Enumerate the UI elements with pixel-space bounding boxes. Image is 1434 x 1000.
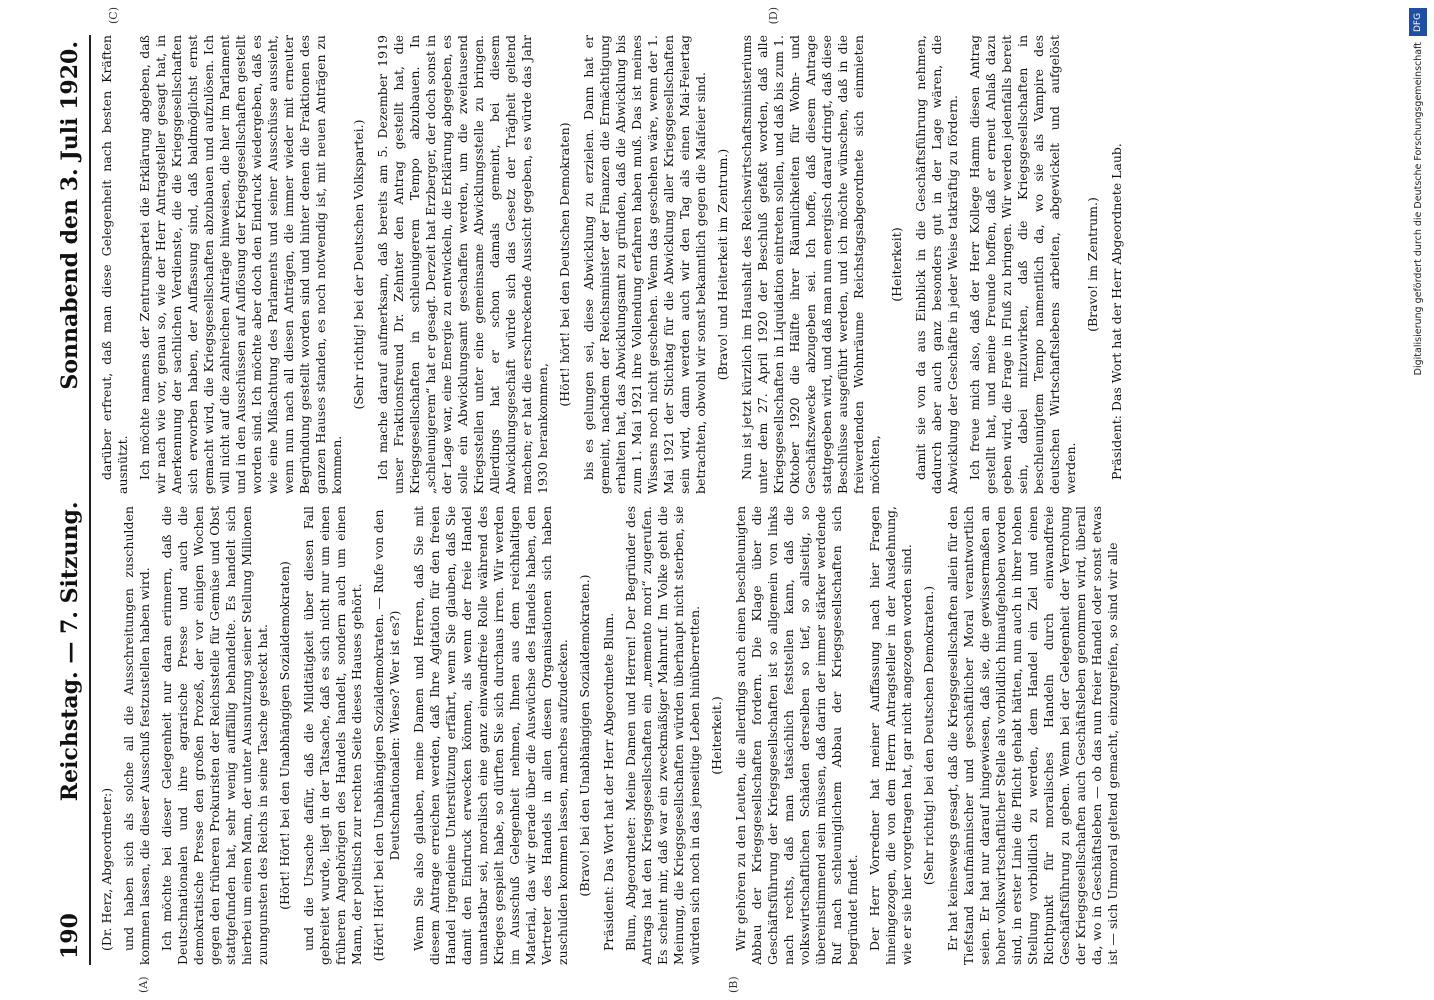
text-columns: [99, 35, 1387, 965]
dfg-credit: [1408, 8, 1428, 988]
paragraph: Ich möchte bei dieser Gelegenheit nur daran erinnern, daß die Deutschnationalen und ihre agrarische Presse und auch die demokratische Presse den großen Prozeß, der vor einigen Wochen gegen den früheren Prokuristen der Reichsstelle für Gemüse und Obst stattgefunden hat, sehr wenig auffällig behandelte. Es handelt sich hierbei um einen Mann, der unter Ausnutzung seiner Stellung Millionen zuungunsten des Reichs in seine Tasche gesteckt hat.: [159, 506, 270, 965]
paragraph: Präsident: Das Wort hat der Herr Abgeordnete Blum.: [601, 612, 616, 951]
session-date: Sonnabend den 3. Juli 1920.: [57, 41, 83, 390]
right-column: [99, 35, 1387, 494]
interjection: (Hört! Hört! bei den Unabhängigen Sozialdemokraten. — Rufe von den Deutschnationalen: Wieso? Wer ist es?): [371, 509, 402, 962]
interjection: (Sehr richtig! bei der Deutschen Volkspartei.): [351, 119, 366, 410]
session-title: Reichstag. — 7. Sitzung.: [57, 501, 83, 802]
paragraph: Wir gehören zu den Leuten, die allerdings auch einen beschleunigten Abbau der Kriegsgesellschaften fordern. Die Klage über die Geschäftsführung der Kriegsgesellschaften ist so allgemein von links nach rechts, daß man tatsächlich feststellen kann, daß die volkswirtschaftlichen Schäden derselben so tief, so allseitig, so übereinstimmend sein müssen, daß darin der immer stärker werdende Ruf nach schleuniglichem Abbau der Kriegsgesellschaften sich begründet findet.: [733, 506, 860, 965]
interjection: (Hört! Hört! bei den Unabhängigen Sozialdemokraten): [277, 561, 292, 910]
dfg-logo: DFG: [1409, 8, 1427, 36]
paragraph: Ich möchte namens der Zentrumspartei die Erklärung abgeben, daß wir nach wie vor, genau so, wie der Herr Antragsteller gesagt hat, in Anerkennung der sachlichen Verdienste, die die Kriegsgesellschaften sich erworben haben, der Auffassung sind, daß baldmöglichst ernst gemacht wird, die Kriegsgesellschaften abzubauen und aufzulösen. Ich will nicht auf die zahlreichen Anträge hinweisen, die hier im Parlament und in den Ausschüssen auf Auflösung der Kriegsgesellschaften gestellt worden sind. Ich möchte aber doch den Eindruck wiedergeben, daß es wie eine Mißachtung des Parlaments und seiner Ausschüsse aussieht, wenn nun nach all diesen Anträgen, die immer wieder mit erneuter Begründung gestellt worden sind und hinter denen die Fraktionen des ganzen Hauses standen, es noch notwendig ist, mit neuen Anträgen zu kommen.: [137, 35, 344, 494]
interjection: (Sehr richtig! bei den Deutschen Demokraten.): [921, 585, 936, 886]
rotated-content: [47, 7, 1387, 993]
paragraph: Ich freue mich also, daß der Herr Kollege Hamm diesen Antrag gestellt hat, und meine Freunde hoffen, daß er erneut Anlaß dazu geben wird, die Frage in Fluß zu bringen. Wir werden jedenfalls bereit sein, dabei mitzuwirken, daß die Kriegsgesellschaften in beschleunigtem Tempo namentlich da, wo sie als Vampire des deutschen Wirtschaftslebens arbeiten, abgewickelt und aufgelöst werden.: [967, 35, 1078, 494]
paragraph: und haben sich als solche all die Ausschreitungen zuschulden kommen lassen, die dieser Ausschuß festzustellen haben wird.: [121, 506, 152, 965]
paragraph: darüber erfreut, daß man diese Gelegenheit nach besten Kräften ausnützt.: [99, 35, 130, 494]
margin-label-d: (D): [767, 7, 780, 25]
interjection: (Bravo! im Zentrum.): [1085, 197, 1100, 332]
paragraph: Ich mache darauf aufmerksam, daß bereits am 5. Dezember 1919 unser Fraktionsfreund Dr. Zehnter den Antrag gestellt hat, die Kriegsgesellschaften in schleunigerem Tempo abzubauen. In „schleunigerem“ hat er gesagt. Derzeit hat Erzberger, der doch sonst in der Lage war, eine Energie zu entwickeln, die Erklärung abgegeben, es solle ein Abwicklungsamt geschaffen werden, um die zweitausend Kriegsstellen unter eine gemeinsame Abwicklungsstelle zu bringen. Allerdings hat er schon damals gemeint, bei diesem Abwicklungsgeschäft würde sich das Gesetz der Trägheit geltend machen; er hat die erschreckende Aussicht gegeben, es würde das Jahr 1930 herankommen,: [375, 35, 550, 494]
paragraph: bis es gelungen sei, diese Abwicklung zu erzielen. Dann hat er gemeint, nachdem der Reichsminister der Finanzen die Ermächtigung erhalten hat, das Abwicklungsamt zu gründen, daß die Abwicklung bis zum 1. Mai 1921 ihre Vollendung erfahren haben muß. Das ist meines Wissens noch nicht geschehen. Wenn das geschehen wäre, wenn der 1. Mai 1921 der Stichtag für die Abwicklung aller Kriegsgesellschaften sein wird, dann werden auch wir den Tag als einen Mai-Feiertag betrachten, obwohl wir sonst bekanntlich gegen die Maifeier sind.: [581, 35, 708, 494]
page-number: 190: [57, 913, 83, 959]
left-column: [99, 506, 1387, 965]
paragraph: Er hat keineswegs gesagt, daß die Kriegsgesellschaften allein für den Tiefstand kaufmännischer und geschäftlicher Moral verantwortlich seien. Er hat nur darauf hingewiesen, daß sie, die gewissermaßen an hoher volkswirtschaftlicher Stelle als vorbildlich hinaufgehoben worden sind, in erster Linie die Pflicht gehabt hätten, nun auch in ihrer hohen Stellung vorbildlich zu werden, dem Handel ein Ziel und einen Richtpunkt für moralisches Handeln durch einwandfreie Geschäftsführung zu geben. Wenn bei der Gelegenheit der Verrohung der Kriegsgesellschaften auch Geschäftsleben genommen wird, überall da, wo in Geschäftsleben — ob das nun freier Handel oder sonst etwas ist — sich Unmoral geltend gemacht, einzugreifen, so sind wir alle: [945, 506, 1120, 965]
dfg-credit-text: Digitalisierung gefördert durch die Deutsche Forschungsgemeinschaft: [1412, 42, 1424, 376]
page-header: [47, 35, 91, 965]
paragraph: Blum, Abgeordneter: Meine Damen und Herren! Der Begründer des Antrags hat den Kriegsgesellschaften ein „memento mori“ zugerufen. Es scheint mir, daß war ein zweckmäßiger Mahnruf. Im Volke geht die Meinung, die Kriegsgesellschaften würden überhaupt nicht sterben, sie würden sich noch in das jenseitige Leben hinüberretten.: [623, 506, 702, 965]
interjection: (Hört! hört! bei den Deutschen Demokraten): [557, 122, 572, 407]
interjection: (Heiterkeit.): [709, 696, 724, 775]
paragraph: Präsident: Das Wort hat der Herr Abgeordnete Laub.: [1109, 143, 1124, 480]
paragraph: damit sie von da aus Einblick in die Geschäftsführung nehmen, dadurch aber auch ganz besonders gut in der Lage wären, die Abwicklung der Geschäfte in jeder Weise tatkräftig zu fördern.: [913, 35, 960, 494]
paragraph: Der Herr Vorredner hat meiner Auffassung nach hier Fragen hineingezogen, die von dem Herrn Antragsteller in der Ausdehnung, wie er sie hier vorgetragen hat, gar nicht angezogen worden sind.: [867, 506, 914, 965]
margin-label-c: (C): [107, 7, 120, 24]
interjection: (Bravo! und Heiterkeit im Zentrum.): [715, 148, 730, 381]
paragraph: Wenn Sie also glauben, meine Damen und Herren, daß Sie mit diesem Antrage erreichen werden, daß Ihre Agitation für den freien Handel irgendeine Unterstützung erfährt, wenn Sie glauben, daß Sie damit den Eindruck erwecken können, als wenn der freie Handel unantastbar sei, moralisch eine ganz einwandfreie Rolle während des Krieges gespielt habe, so dürften Sie sich durchaus irren. Wir werden im Ausschuß Gelegenheit nehmen, Ihnen aus dem reichhaltigen Material, das wir gerade über die Auswüchse des Handels haben, den Vertreter des Handels in allen diesen Organisationen sich haben zuschulden kommen lassen, manches aufzudecken.: [411, 506, 570, 965]
margin-label-b: (B): [727, 976, 740, 993]
margin-label-a: (A): [137, 976, 150, 993]
paragraph: (Dr. Herz, Abgeordneter:): [99, 787, 114, 951]
paragraph: Nun ist jetzt kürzlich im Haushalt des Reichswirtschaftsministeriums unter dem 27. April 1920 der Beschluß gefaßt worden, daß alle Kriegsgesellschaften in Liquidation eintreten sollen, und daß bis zum 1. Oktober 1920 die Hälfte ihrer Räumlichkeiten für Wohn- und Geschäftszwecke abzugeben sei. Ich hoffe, daß diesem Antrage stattgegeben wird, und daß man nun energisch darauf dringt, daß diese Beschlüsse ausgeführt werden, und ich möchte wünschen, daß in die freiwerdenden Wohnräume Reichstagsabgeordnete sich einmieten möchten,: [739, 35, 882, 494]
interjection: (Bravo! bei den Unabhängigen Sozialdemokraten.): [577, 574, 592, 897]
paragraph: und die Ursache dafür, daß die Mildtätigkeit über diesen Fall gebreitet wurde, liegt in der Tatsache, daß es sich nicht nur um einen früheren Angehörigen des Handels handelt, sondern auch um einen Mann, der politisch zur rechten Seite dieses Hauses gehört.: [301, 506, 364, 965]
interjection: (Heiterkeit): [889, 227, 904, 302]
